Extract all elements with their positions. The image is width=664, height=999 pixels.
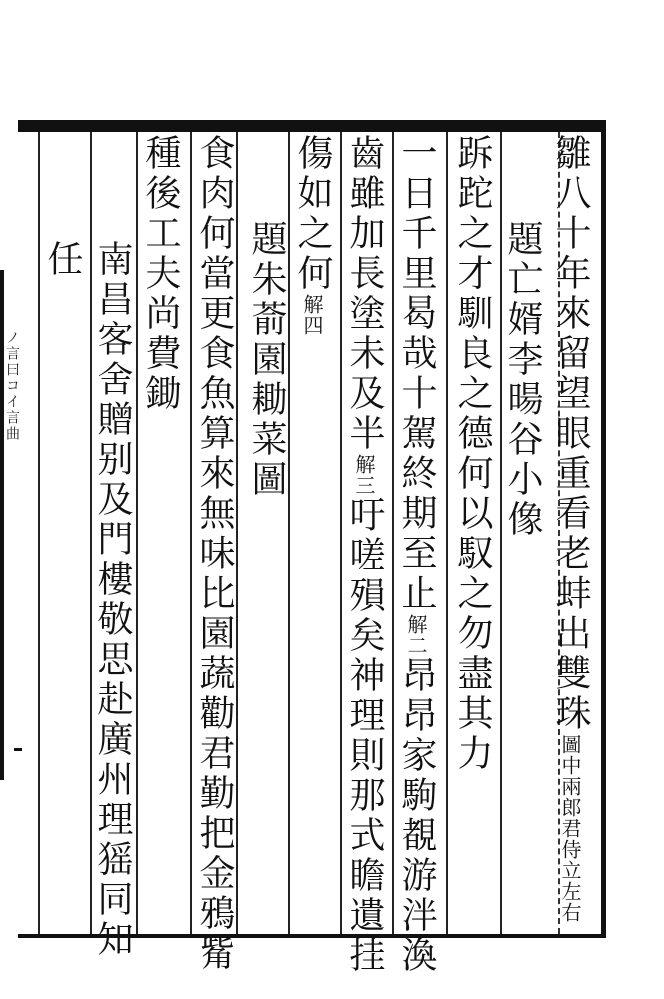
column-9-text: 種後工夫尚費鋤 <box>140 134 181 414</box>
frame-right-border <box>601 120 606 938</box>
column-1-text: 雛八十年來留望眼重看老蚌出雙珠 <box>550 134 591 734</box>
column-6-note: 解四 <box>300 294 324 336</box>
column-1-note: 圖中兩郎君侍立左右 <box>558 734 582 923</box>
text-column-5 <box>342 134 386 976</box>
column-6-text: 傷如之何 <box>292 134 333 294</box>
column-4-note: 解二 <box>404 614 428 656</box>
text-column-11 <box>40 240 84 280</box>
column-4-text-cont: 昂昂家駒覩游泮渙 <box>396 656 437 976</box>
column-rule <box>446 132 448 934</box>
column-2-text: 題亡婿李暘谷小像 <box>502 220 543 540</box>
text-column-7 <box>244 220 288 500</box>
column-3-text: 跅跎之才馴良之德何以馭之勿盡其力 <box>452 134 493 774</box>
frame-top-border <box>18 120 606 132</box>
column-5-text: 齒雖加長塗未及半 <box>344 134 385 454</box>
text-column-10 <box>90 240 134 960</box>
column-5-note: 解三 <box>352 454 376 496</box>
text-column-3 <box>450 134 494 774</box>
column-4-text: 一日千里曷哉十駕終期至止 <box>396 134 437 614</box>
text-column-4 <box>394 134 438 976</box>
text-column-9 <box>138 134 182 414</box>
text-column-8 <box>192 134 236 974</box>
page-frame <box>18 120 606 976</box>
text-column-6 <box>290 134 334 336</box>
column-8-text: 食肉何當更食魚算來無味比園蔬勸君勤把金鴉觜 <box>194 134 235 974</box>
text-column-1 <box>548 134 592 923</box>
text-column-2 <box>500 220 544 540</box>
column-5-text-cont: 吁嗟殞矣神理則那式瞻遺挂 <box>344 496 385 976</box>
column-7-text: 題朱萮園耡菜圖 <box>246 220 287 500</box>
gutter-text: ノ言曰コイ言曲 <box>4 330 20 442</box>
column-11-text: 任 <box>42 240 83 280</box>
column-rule <box>236 132 238 934</box>
column-10-text: 南昌客舍贈别及門樓敬思赴廣州理猺同知 <box>92 240 133 960</box>
